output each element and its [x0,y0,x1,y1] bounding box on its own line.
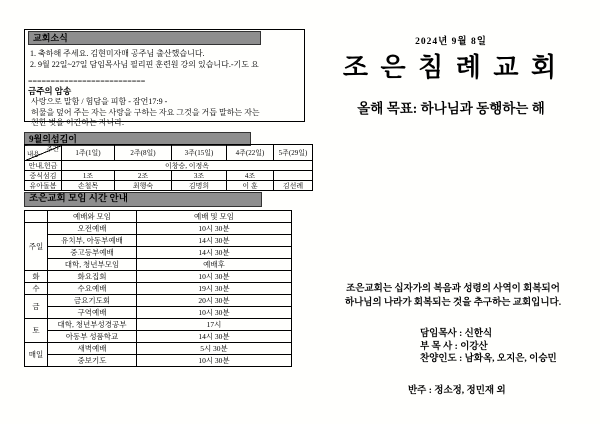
meeting-time-cell: 10시 30분 [137,307,292,319]
schedule-row [25,247,292,259]
schedule-row [25,343,292,355]
meeting-times-header: 조은교회 모임 시간 안내 [24,192,262,207]
schedule-row [25,235,292,247]
yearly-goal: 올해 목표: 하나님과 동행하는 해 [357,101,545,116]
weekly-memory-title: 금주의 암송 [28,86,72,96]
row-label: 유아돌봄 [25,181,62,191]
news-item: 2. 9월 22일~27일 담임목사님 필리핀 훈련원 강의 있습니다.-기도 요 [30,60,259,69]
church-news-header: 교회소식 [28,31,261,45]
childcare-name: 김선례 [274,181,313,191]
schedule-row [25,331,292,343]
meeting-time-cell: 10시 30분 [137,223,292,235]
schedule-row [25,283,292,295]
meeting-name-cell: 유치부, 아동부예배 [48,235,137,247]
day-cell: 금 [25,295,48,319]
lunch-team [274,171,313,181]
day-cell: 매일 [25,343,48,367]
meeting-name-cell: 중보기도 [48,355,137,367]
meeting-name-cell: 새벽예배 [48,343,137,355]
church-news-list [30,48,301,70]
meeting-time-cell: 10시 30분 [137,271,292,283]
memory-verse-line: 허물을 덮어 주는 자는 사랑을 구하는 자요 그것을 거듭 말하는 자는 [31,107,260,117]
mission-statement [315,283,591,310]
childcare-name: 손철목 [62,181,115,191]
week-header: 3주(15일) [172,145,227,161]
week-header: 2주(8일) [115,145,172,161]
schedule-header-row [25,211,292,223]
september-servers-table [24,144,313,191]
schedule-row [25,307,292,319]
day-cell: 주일 [25,223,48,271]
serving-row-childcare [25,181,313,191]
day-col-header [25,211,48,223]
church-news-box [24,29,305,127]
corner-content-label: 내용 [27,151,40,158]
meeting-time-cell: 5시 30분 [137,343,292,355]
serving-row-lunch [25,171,313,181]
meeting-name-cell: 수요예배 [48,283,137,295]
day-cell: 수 [25,283,48,295]
schedule-row [25,223,292,235]
meeting-col-header: 예배와 모임 [48,211,137,223]
memory-verse-line: 사랑으로 말함 / 험담을 피함 - 잠언17:9 - [31,97,168,106]
accompanist-line: 반주 : 정소정, 정민재 외 [408,386,506,396]
childcare-name: 김명희 [172,181,227,191]
memory-verse-line: 친한 벗을 이간하는 자니라. [31,118,125,127]
childcare-name: 이 훈 [227,181,274,191]
serving-corner-cell [25,145,62,161]
lunch-team: 4조 [227,171,274,181]
row-label: 안내,헌금 [25,161,62,171]
row-label: 중식섬김 [25,171,62,181]
separator-line: ========================== [28,77,146,86]
meeting-time-cell: 예배후 [137,259,292,271]
staff-senior-pastor: 담임목사 : 신한식 [420,329,493,339]
meeting-name-cell: 대학, 청년부모임 [48,259,137,271]
bulletin-date: 2024년 9월 8일 [415,37,487,47]
schedule-row [25,355,292,367]
mission-line: 하나님의 나라가 회복되는 것을 추구하는 교회입니다. [344,297,562,308]
news-item: 1. 축하해 주세요. 김현미자매 공주님 출산했습니다. [30,49,205,58]
meeting-name-cell: 대학, 청년부성경공부 [48,319,137,331]
serving-header-row [25,145,313,161]
meeting-name-cell: 아동부 성품학교 [48,331,137,343]
meeting-time-cell: 14시 30분 [137,235,292,247]
schedule-row [25,271,292,283]
meeting-time-cell: 10시 30분 [137,355,292,367]
september-servers-header: 9월의섬김이 [24,132,251,146]
week-header: 1주(1일) [62,145,115,161]
meeting-time-cell: 19시 30분 [137,283,292,295]
childcare-name: 최행숙 [115,181,172,191]
meeting-name-cell: 금요기도회 [48,295,137,307]
day-cell: 토 [25,319,48,343]
guide-names: 이창승, 이정옥 [62,161,313,171]
meeting-name-cell: 화요집회 [48,271,137,283]
lunch-team: 2조 [115,171,172,181]
serving-row-guide [25,161,313,171]
day-cell: 화 [25,271,48,283]
meeting-time-cell: 20시 30분 [137,295,292,307]
lunch-team: 3조 [172,171,227,181]
church-name-title: 조 은 침 례 교 회 [342,53,560,82]
staff-list [420,328,557,366]
meeting-time-cell: 17시 [137,319,292,331]
corner-week-label: 주간 [46,146,59,153]
week-header: 5주(29일) [274,145,313,161]
meeting-name-cell: 구역예배 [48,307,137,319]
time-col-header: 예배 및 모임 [137,211,292,223]
meeting-times-table [24,210,292,367]
staff-associate-pastor: 부 목 사 : 이강산 [420,341,488,352]
schedule-row [25,319,292,331]
schedule-row [25,259,292,271]
lunch-team: 1조 [62,171,115,181]
schedule-row [25,295,292,307]
mission-line: 조은교회는 십자가의 복음과 성령의 사역이 회복되어 [346,284,560,294]
staff-worship-leaders: 찬양인도 : 남화옥, 오지은, 이승민 [420,354,557,364]
meeting-name-cell: 오전예배 [48,223,137,235]
meeting-time-cell: 14시 30분 [137,331,292,343]
meeting-time-cell: 14시 30분 [137,247,292,259]
week-header: 4주(22일) [227,145,274,161]
meeting-name-cell: 중고등부예배 [48,247,137,259]
